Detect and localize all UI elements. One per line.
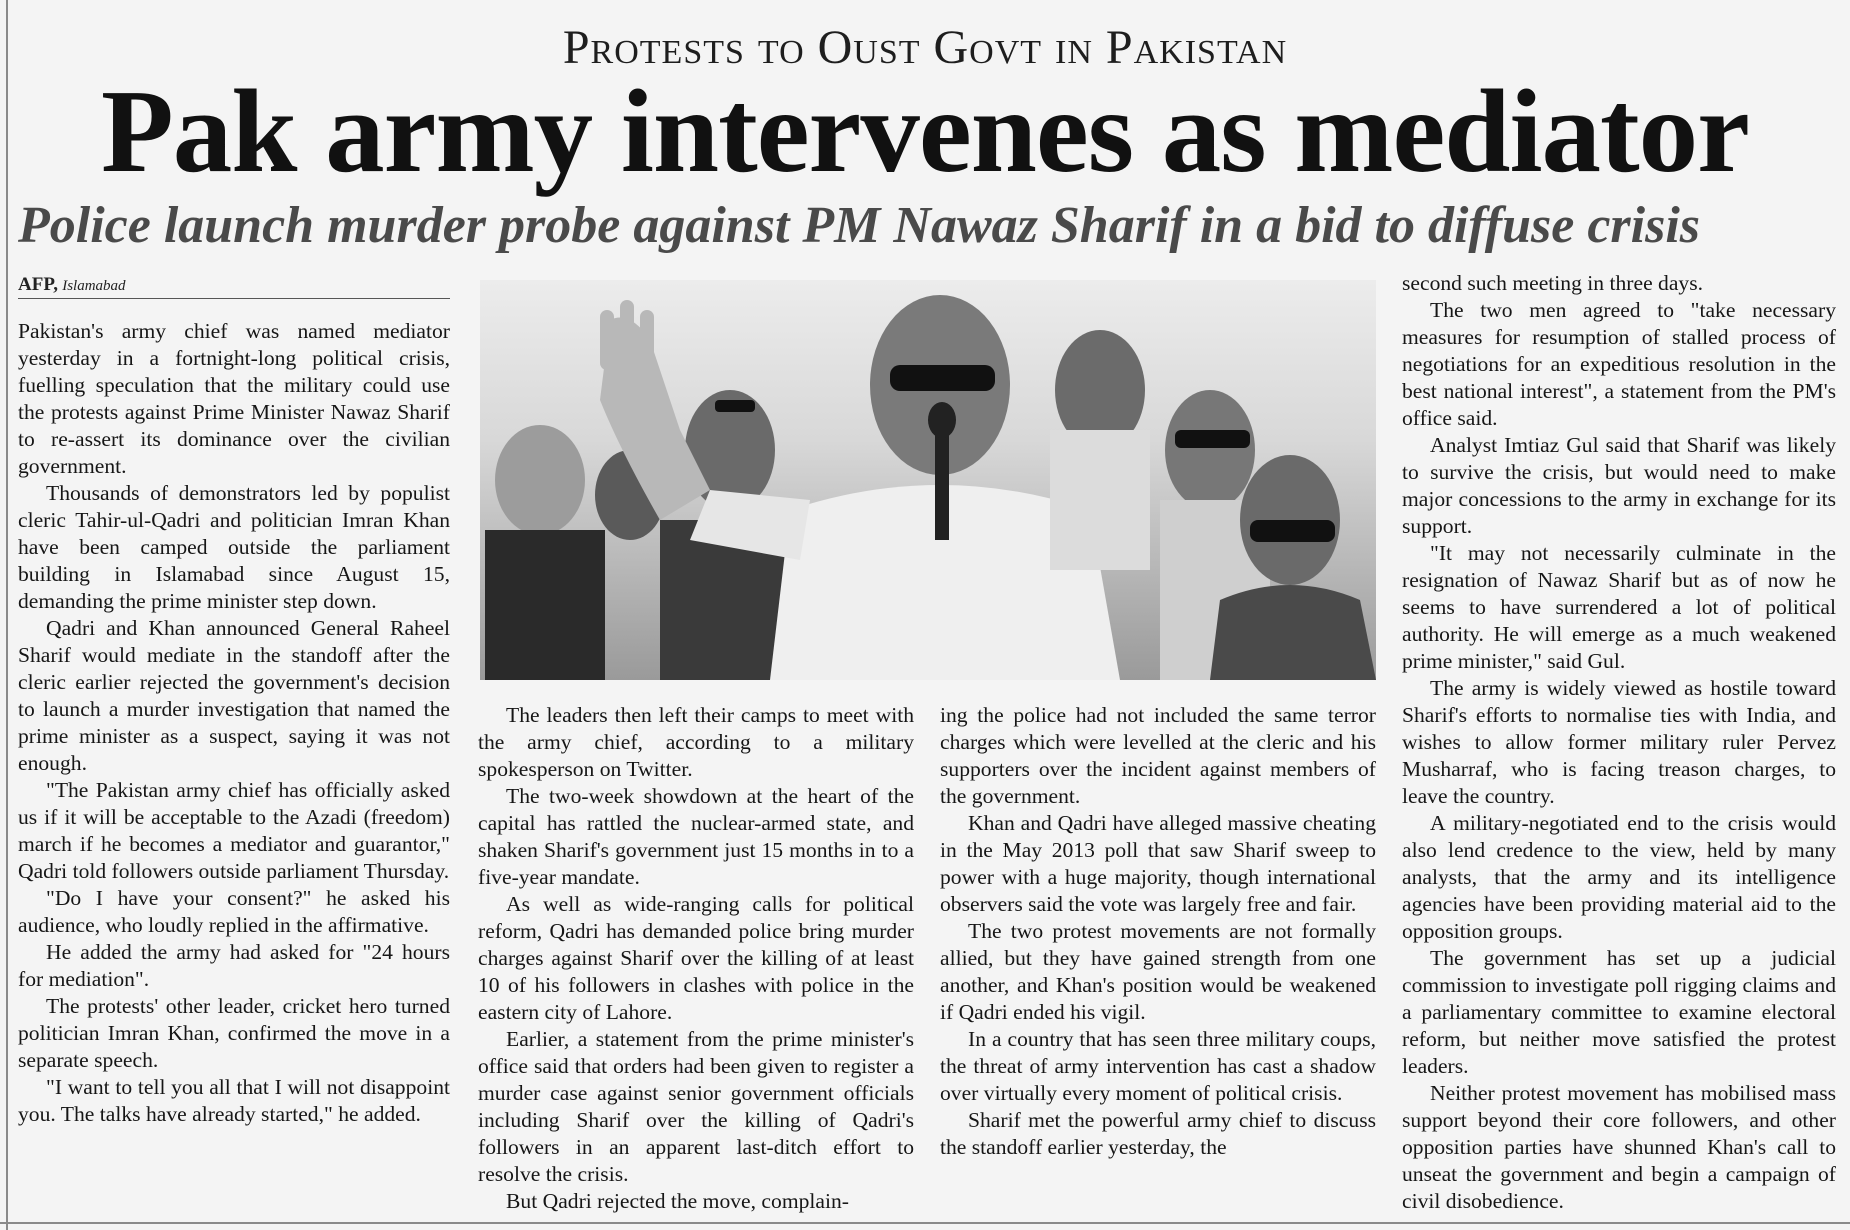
paragraph: second such meeting in three days. (1402, 271, 1704, 295)
paragraph: The protests' other leader, cricket hero turned politician Imran Khan, confirmed the move in a separate speech. (18, 994, 450, 1072)
paragraph: "The Pakistan army chief has officially asked us if it will be acceptable to the Azadi (freedom) march if he becomes a mediator and guarantor," Qadri told followers outside parliament Thursday. (18, 778, 450, 883)
paragraph: A military-negotiated end to the crisis would also lend credence to the view, held by many analysts, that the army and its intelligence agencies have been providing material aid to the opposition groups. (1402, 811, 1836, 943)
news-photo (480, 280, 1376, 680)
paragraph: The two protest movements are not formally allied, but they have gained strength from one another, and Khan's position would be weakened if Qadri ended his vigil. (940, 919, 1376, 1024)
article-column-1 (18, 318, 450, 1128)
paragraph: Thousands of demonstrators led by populist cleric Tahir-ul-Qadri and politician Imran Khan have been camped outside the parliament building in Islamabad since August 15, demanding the prime minister step down. (18, 481, 450, 613)
byline (18, 274, 126, 296)
paragraph: Analyst Imtiaz Gul said that Sharif was likely to survive the crisis, but would need to make major concessions to the army in exchange for its support. (1402, 433, 1836, 538)
paragraph: Sharif met the powerful army chief to discuss the standoff earlier yesterday, the (940, 1108, 1376, 1159)
article-column-3 (940, 702, 1376, 1161)
subhead: Police launch murder probe against PM Nawaz Sharif in a bid to diffuse crisis (18, 197, 1701, 254)
paragraph: As well as wide-ranging calls for political reform, Qadri has demanded police bring murder charges against Sharif over the killing of at least 10 of his followers in clashes with police in the eastern city of Lahore. (478, 892, 914, 1024)
article-column-2 (478, 702, 914, 1215)
byline-place: Islamabad (62, 278, 126, 294)
paragraph: "I want to tell you all that I will not disappoint you. The talks have already started," he added. (18, 1075, 450, 1126)
headline: Pak army intervenes as mediator (101, 65, 1749, 197)
byline-rule (18, 298, 450, 299)
bottom-rule (0, 1222, 1850, 1224)
paragraph: Earlier, a statement from the prime minister's office said that orders had been given to register a murder case against senior government officials including Sharif over the killing of Qadri's followers in an apparent last-ditch effort to resolve the crisis. (478, 1027, 914, 1186)
paragraph: Khan and Qadri have alleged massive cheating in the May 2013 poll that saw Sharif sweep to power with a huge majority, though international observers said the vote was largely free and fair. (940, 811, 1376, 916)
article-column-4 (1402, 270, 1836, 1215)
paragraph: The two-week showdown at the heart of the capital has rattled the nuclear-armed state, and shaken Sharif's government just 15 months in to a five-year mandate. (478, 784, 914, 889)
paragraph: "Do I have your consent?" he asked his audience, who loudly replied in the affirmative. (18, 886, 450, 937)
paragraph: The army is widely viewed as hostile toward Sharif's efforts to normalise ties with India, and wishes to allow former military ruler Pervez Musharraf, who is facing treason charges, to leave the country. (1402, 676, 1836, 808)
paragraph: In a country that has seen three military coups, the threat of army intervention has cast a shadow over virtually every moment of political crisis. (940, 1027, 1376, 1105)
news-photo-illustration (480, 280, 1376, 680)
paragraph: Neither protest movement has mobilised mass support beyond their core followers, and other opposition parties have shunned Khan's call to unseat the government and begin a campaign of civil disobedience. (1402, 1081, 1836, 1213)
paragraph: He added the army had asked for "24 hours for mediation". (18, 940, 450, 991)
paragraph: "It may not necessarily culminate in the resignation of Nawaz Sharif but as of now he seems to have surrendered a lot of political authority. He will emerge as a much weakened prime minister," said Gul. (1402, 541, 1836, 673)
paragraph: ing the police had not included the same terror charges which were levelled at the cleric and his supporters over the incident against members of the government. (940, 703, 1376, 808)
paragraph: The government has set up a judicial commission to investigate poll rigging claims and a parliamentary committee to examine electoral reform, but neither move satisfied the protest leaders. (1402, 946, 1836, 1078)
paragraph: The leaders then left their camps to meet with the army chief, according to a military spokesperson on Twitter. (478, 703, 914, 781)
paragraph: Qadri and Khan announced General Raheel Sharif would mediate in the standoff after the cleric earlier rejected the government's decision to launch a murder investigation that named the prime minister as a suspect, saying it was not enough. (18, 616, 450, 775)
paragraph: Pakistan's army chief was named mediator yesterday in a fortnight-long political crisis, fuelling speculation that the military could use the protests against Prime Minister Nawaz Sharif to re-assert its dominance over the civilian government. (18, 319, 450, 478)
paragraph: But Qadri rejected the move, complain- (506, 1189, 849, 1213)
paragraph: The two men agreed to "take necessary measures for resumption of stalled process of negotiations for an expeditious resolution in the best national interest", a statement from the PM's office said. (1402, 298, 1836, 430)
kicker: Protests to Oust Govt in Pakistan (562, 21, 1288, 74)
byline-agency: AFP, (18, 274, 58, 295)
